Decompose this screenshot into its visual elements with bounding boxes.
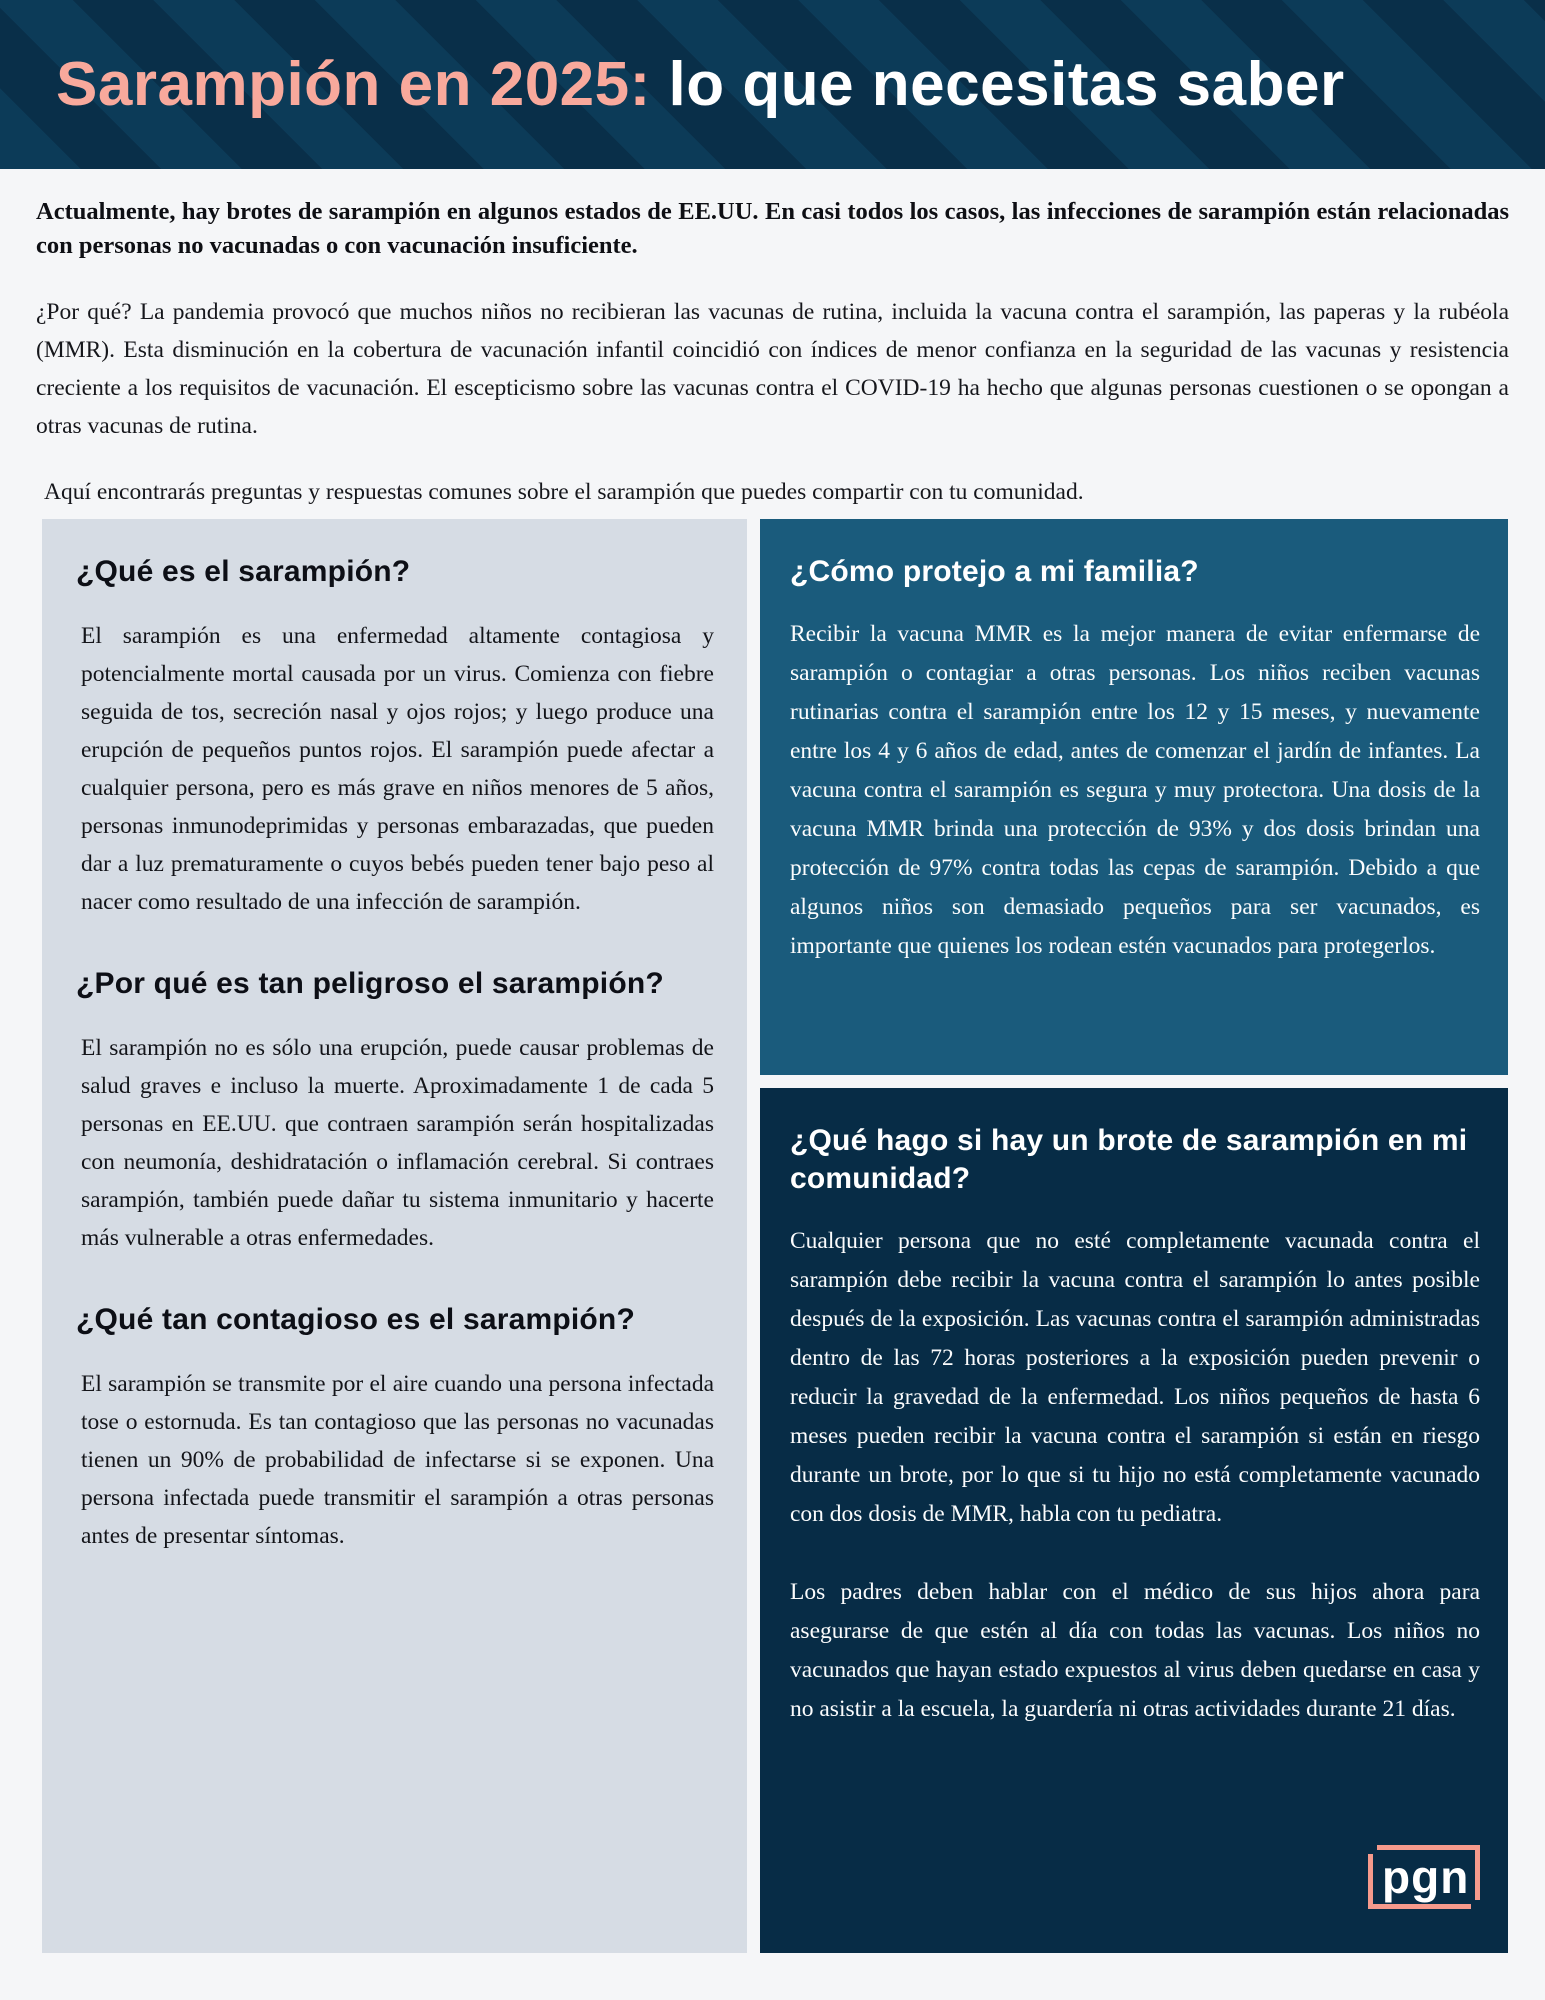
qa-why-dangerous xyxy=(76,965,714,1257)
intro-lead: Actualmente, hay brotes de sarampión en algunos estados de EE.UU. En casi todos los casos, las infecciones de sarampión están relacionadas con personas no vacunadas o con vacunación insuficiente. xyxy=(36,198,1509,259)
page-header xyxy=(0,0,1545,169)
question-answer: El sarampión no es sólo una erupción, puede causar problemas de salud graves e incluso la muerte. Aproximadamente 1 de cada 5 personas en EE.UU. que contraen sarampión serán hospitalizadas con neumonía, deshidratación o inflamación cerebral. Si contraes sarampión, también puede dañar tu sistema inmunitario y hacerte más vulnerable a otras enfermedades. xyxy=(81,1035,714,1251)
intro-section xyxy=(0,169,1545,507)
page-title-rest: lo que necesitas saber xyxy=(650,50,1345,119)
pgn-logo xyxy=(1368,1845,1480,1909)
question-answer: Recibir la vacuna MMR es la mejor manera de evitar enfermarse de sarampión o contagiar a otras personas. Los niños reciben vacunas rutinarias contra el sarampión entre los 12 y 15 meses, y nuevamente entre los 4 y 6 años de edad, antes de comenzar el jardín de infantes. La vacuna contra el sarampión es segura y muy protectora. Una dosis de la vacuna MMR brinda una protección de 93% y dos dosis brindan una protección de 97% contra todas las cepas de sarampión. Debido a que algunos niños son demasiado pequeños para ser vacunados, es importante que quienes los rodean estén vacunados para protegerlos. xyxy=(790,621,1480,959)
question-answer: El sarampión es una enfermedad altamente contagiosa y potencialmente mortal causada por un virus. Comienza con fiebre seguida de tos, secreción nasal y ojos rojos; y luego produce una erupción de pequeños puntos rojos. El sarampión puede afectar a cualquier persona, pero es más grave en niños menores de 5 años, personas inmunodeprimidas y personas embarazadas, que pueden dar a luz prematuramente o cuyos bebés pueden tener bajo peso al nacer como resultado de una infección de sarampión. xyxy=(81,623,714,915)
qa-how-contagious xyxy=(76,1301,714,1555)
question-answer: Cualquier persona que no esté completamente vacunada contra el sarampión debe recibir la vacuna contra el sarampión lo antes posible después de la exposición. Las vacunas contra el sarampión administradas dentro de las 72 horas posteriores a la exposición pueden prevenir o reducir la gravedad de la enfermedad. Los niños pequeños de hasta 6 meses pueden recibir la vacuna contra el sarampión si están en riesgo durante un brote, por lo que si tu hijo no está completamente vacunado con dos dosis de MMR, habla con tu pediatra. xyxy=(790,1228,1480,1527)
question-heading: ¿Por qué es tan peligroso el sarampión? xyxy=(76,967,664,1000)
question-heading: ¿Cómo protejo a mi familia? xyxy=(790,555,1199,588)
question-heading: ¿Qué es el sarampión? xyxy=(76,555,411,588)
intro-paragraph: ¿Por qué? La pandemia provocó que muchos niños no recibieran las vacunas de rutina, incluida la vacuna contra el sarampión, las paperas y la rubéola (MMR). Esta disminución en la cobertura de vacunación infantil coincidió con índices de menor confianza en la seguridad de las vacunas y resistencia creciente a los requisitos de vacunación. El escepticismo sobre las vacunas contra el COVID-19 ha hecho que algunas personas cuestionen o se opongan a otras vacunas de rutina. xyxy=(36,299,1509,439)
page-title-accent: Sarampión en 2025: xyxy=(56,50,651,119)
intro-share-line: Aquí encontrarás preguntas y respuestas comunes sobre el sarampión que puedes compartir con tu comunidad. xyxy=(44,479,1084,505)
page-title xyxy=(56,49,1345,120)
question-answer: El sarampión se transmite por el aire cuando una persona infectada tose o estornuda. Es tan contagioso que las personas no vacunadas tienen un 90% de probabilidad de infectarse si se exponen. Una persona infectada puede transmitir el sarampión a otras personas antes de presentar síntomas. xyxy=(81,1371,714,1549)
question-heading: ¿Qué hago si hay un brote de sarampión en mi comunidad? xyxy=(790,1124,1468,1195)
qa-right-panel xyxy=(760,519,1508,1953)
qa-protect-family-box xyxy=(760,519,1508,1075)
logo-text: pgn xyxy=(1382,1851,1470,1903)
qa-columns xyxy=(42,519,1508,1953)
qa-what-is-measles xyxy=(76,553,714,921)
question-heading: ¿Qué tan contagioso es el sarampión? xyxy=(76,1303,635,1336)
qa-left-panel xyxy=(42,519,747,1953)
question-answer: Los padres deben hablar con el médico de sus hijos ahora para asegurarse de que estén al día con todas las vacunas. Los niños no vacunados que hayan estado expuestos al virus deben quedarse en casa y no asistir a la escuela, la guardería ni otras actividades durante 21 días. xyxy=(790,1579,1480,1722)
qa-outbreak-box xyxy=(760,1088,1508,1953)
